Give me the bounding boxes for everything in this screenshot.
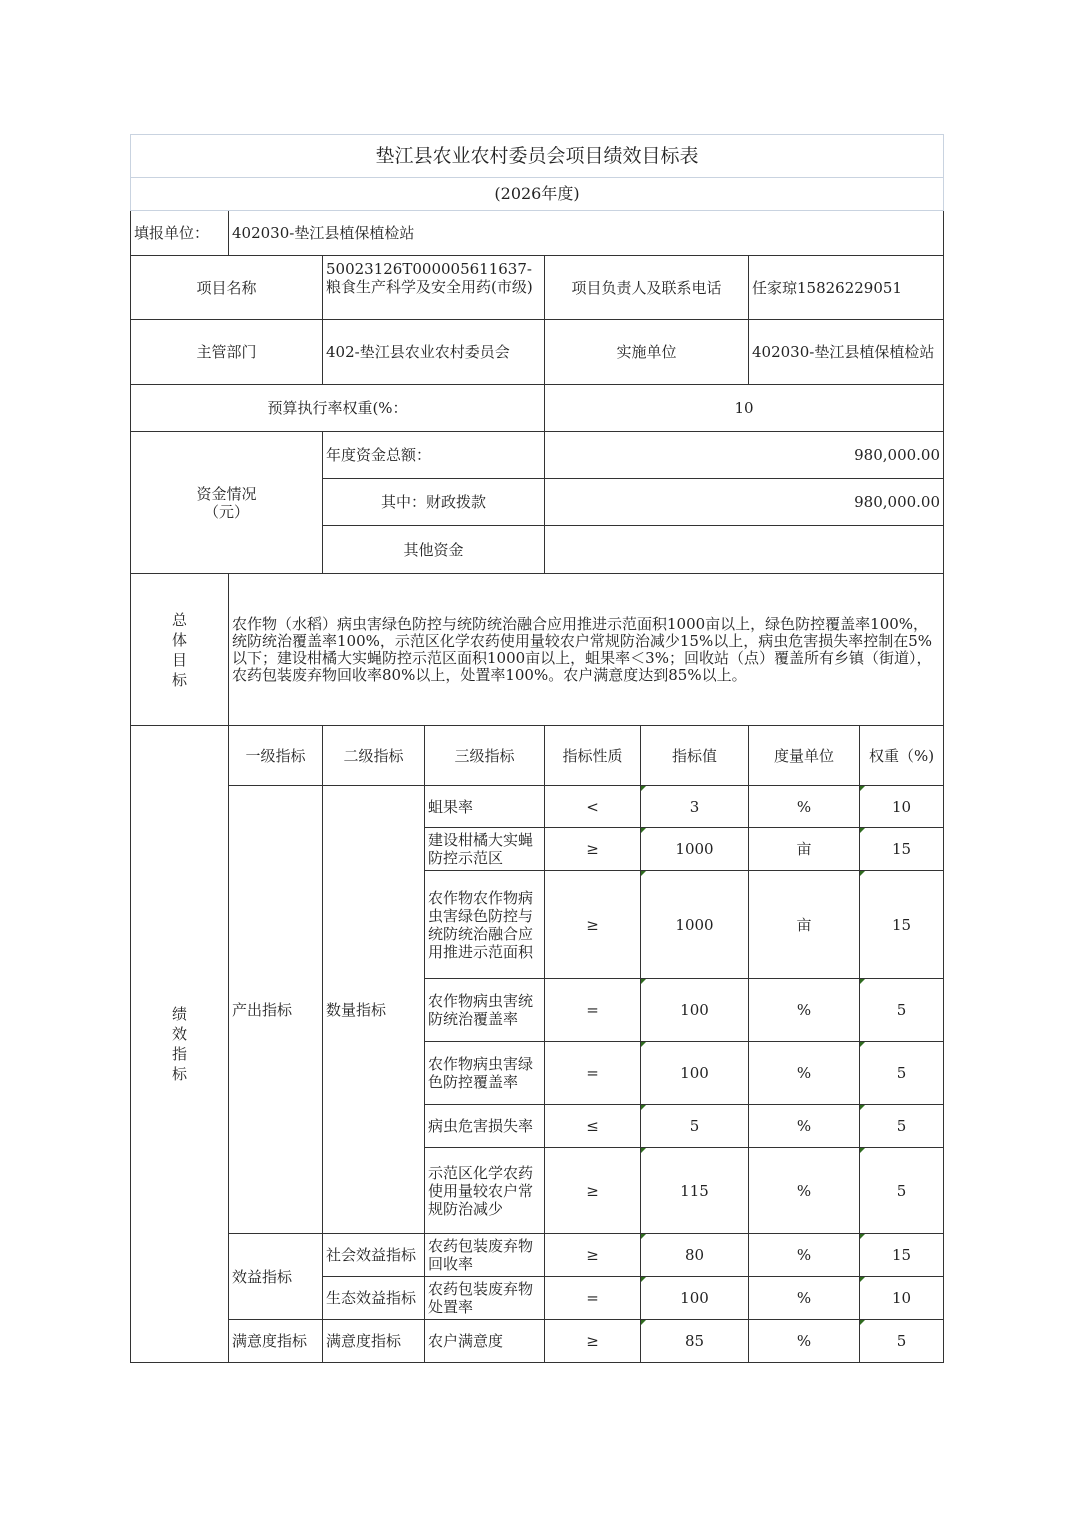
indicator-name: 病虫危害损失率: [425, 1105, 545, 1148]
indicator-name: 建设柑橘大实蝇防控示范区: [425, 828, 545, 871]
performance-table: [130, 134, 944, 1363]
indicator-name: 示范区化学农药使用量较农户常规防治减少: [425, 1148, 545, 1234]
indicator-weight: 5: [860, 1320, 944, 1363]
group-quantity: 数量指标: [323, 786, 425, 1234]
indicator-weight: 5: [860, 1042, 944, 1105]
indicator-name: 农药包装废弃物回收率: [425, 1234, 545, 1277]
indicator-unit: %: [749, 1320, 860, 1363]
group-benefit: 效益指标: [229, 1234, 323, 1320]
performance-target-sheet: [130, 134, 943, 1363]
indicator-weight: 5: [860, 1105, 944, 1148]
indicator-weight: 15: [860, 828, 944, 871]
project-name-value: 50023126T000005611637-粮食生产科学及安全用药(市级): [323, 256, 545, 320]
sheet-title: 垫江县农业农村委员会项目绩效目标表: [131, 135, 944, 178]
indicator-value: 100: [641, 1277, 749, 1320]
header-level3: 三级指标: [425, 726, 545, 786]
indicator-value: 115: [641, 1148, 749, 1234]
impl-unit-value: 402030-垫江县植保植检站: [749, 320, 944, 385]
group-output: 产出指标: [229, 786, 323, 1234]
group-eco-benefit: 生态效益指标: [323, 1277, 425, 1320]
indicator-nature: ≥: [545, 828, 641, 871]
indicator-value: 3: [641, 786, 749, 828]
indicator-row: [131, 786, 944, 828]
project-contact-label: 项目负责人及联系电话: [545, 256, 749, 320]
header-weight: 权重（%): [860, 726, 944, 786]
header-unit: 度量单位: [749, 726, 860, 786]
indicator-unit: %: [749, 1277, 860, 1320]
header-nature: 指标性质: [545, 726, 641, 786]
indicator-nature: =: [545, 979, 641, 1042]
project-name-label: 项目名称: [131, 256, 323, 320]
indicator-value: 100: [641, 979, 749, 1042]
group-satisfaction-level2: 满意度指标: [323, 1320, 425, 1363]
indicator-weight: 10: [860, 1277, 944, 1320]
dept-value: 402-垫江县农业农村委员会: [323, 320, 545, 385]
indicator-weight: 5: [860, 979, 944, 1042]
indicator-value: 1000: [641, 828, 749, 871]
header-level1: 一级指标: [229, 726, 323, 786]
indicator-nature: <: [545, 786, 641, 828]
indicator-weight: 5: [860, 1148, 944, 1234]
indicator-unit: %: [749, 1105, 860, 1148]
overall-goal-text: 农作物（水稻）病虫害绿色防控与统防统治融合应用推进示范面积1000亩以上，绿色防控覆盖率100%，统防统治覆盖率100%，示范区化学农药使用量较农户常规防治减少15%以上，病虫危害损失率控制在5%以下；建设柑橘大实蝇防控示范区面积1000亩以上，蛆果率＜3%；回收站（点）覆盖所有乡镇（街道），农药包装废弃物回收率80%以上，处置率100%。农户满意度达到85%以上。: [229, 574, 944, 726]
funds-other-label: 其他资金: [323, 526, 545, 574]
header-value: 指标值: [641, 726, 749, 786]
indicator-row: [131, 1320, 944, 1363]
indicator-nature: ≤: [545, 1105, 641, 1148]
group-satisfaction: 满意度指标: [229, 1320, 323, 1363]
indicators-section-label-text: 绩效指标: [171, 1005, 187, 1083]
impl-unit-label: 实施单位: [545, 320, 749, 385]
indicator-value: 100: [641, 1042, 749, 1105]
indicator-weight: 15: [860, 871, 944, 979]
indicator-name: 蛆果率: [425, 786, 545, 828]
indicator-value: 85: [641, 1320, 749, 1363]
header-level2: 二级指标: [323, 726, 425, 786]
indicator-weight: 10: [860, 786, 944, 828]
indicator-name: 农作物农作物病虫害绿色防控与统防统治融合应用推进示范面积: [425, 871, 545, 979]
indicator-value: 80: [641, 1234, 749, 1277]
indicator-nature: ≥: [545, 1148, 641, 1234]
group-social-benefit: 社会效益指标: [323, 1234, 425, 1277]
filling-unit-label: 填报单位：: [131, 211, 229, 256]
funds-fiscal-value: 980,000.00: [545, 479, 944, 526]
indicator-nature: =: [545, 1042, 641, 1105]
indicator-weight: 15: [860, 1234, 944, 1277]
indicator-row: [131, 1234, 944, 1277]
overall-goal-label-text: 总体目标: [171, 610, 187, 689]
indicator-nature: =: [545, 1277, 641, 1320]
budget-weight-value: 10: [545, 385, 944, 432]
indicator-name: 农户满意度: [425, 1320, 545, 1363]
indicator-unit: 亩: [749, 828, 860, 871]
funds-label: [131, 432, 323, 574]
dept-label: 主管部门: [131, 320, 323, 385]
funds-label-text: 资金情况（元）: [196, 484, 257, 521]
filling-unit-value: 402030-垫江县植保植检站: [229, 211, 944, 256]
indicator-unit: %: [749, 1148, 860, 1234]
funds-total-value: 980,000.00: [545, 432, 944, 479]
indicator-unit: %: [749, 786, 860, 828]
indicator-nature: ≥: [545, 1320, 641, 1363]
indicator-unit: %: [749, 1234, 860, 1277]
indicator-nature: ≥: [545, 871, 641, 979]
indicator-unit: %: [749, 979, 860, 1042]
indicator-value: 1000: [641, 871, 749, 979]
indicator-value: 5: [641, 1105, 749, 1148]
overall-goal-label: [131, 574, 229, 726]
indicator-name: 农作物病虫害统防统治覆盖率: [425, 979, 545, 1042]
funds-fiscal-label: 其中：财政拨款: [323, 479, 545, 526]
indicator-unit: 亩: [749, 871, 860, 979]
budget-weight-label: 预算执行率权重(%：: [131, 385, 545, 432]
indicator-name: 农药包装废弃物处置率: [425, 1277, 545, 1320]
funds-total-label: 年度资金总额：: [323, 432, 545, 479]
indicator-nature: ≥: [545, 1234, 641, 1277]
sheet-year: (2026年度): [131, 178, 944, 211]
indicators-section-label: [131, 726, 229, 1363]
indicator-name: 农作物病虫害绿色防控覆盖率: [425, 1042, 545, 1105]
funds-other-value: [545, 526, 944, 574]
project-contact-value: 任家琼15826229051: [749, 256, 944, 320]
indicator-unit: %: [749, 1042, 860, 1105]
